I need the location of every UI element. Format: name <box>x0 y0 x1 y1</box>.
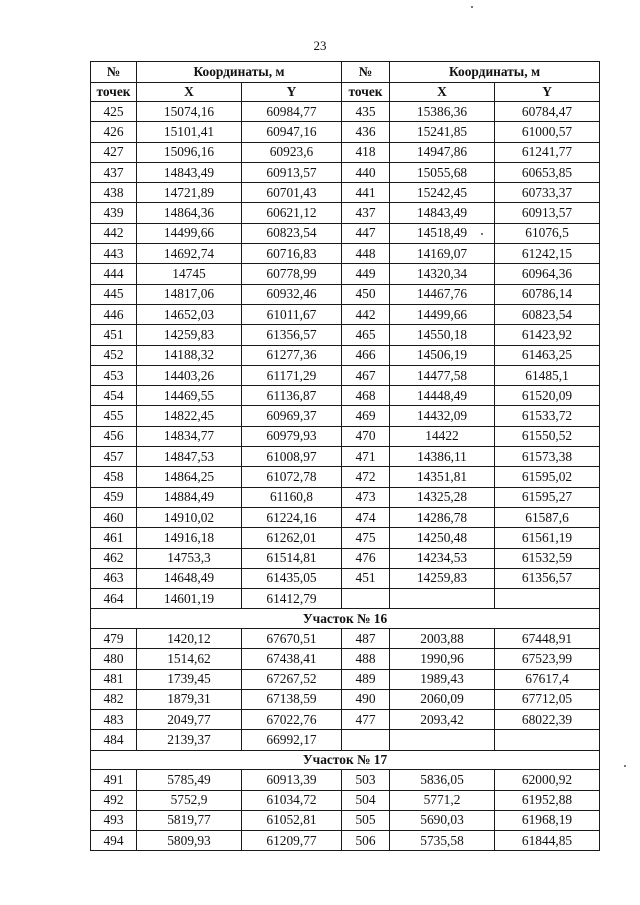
y-coordinate-cell: 67670,51 <box>242 628 342 648</box>
scan-speck <box>481 233 483 235</box>
y-coordinate-cell: 60979,93 <box>242 426 342 446</box>
y-coordinate-cell: 61242,15 <box>495 244 600 264</box>
y-coordinate-cell: 61952,88 <box>495 790 600 810</box>
point-number-cell: 465 <box>342 325 390 345</box>
point-number-cell: 450 <box>342 284 390 304</box>
table-row <box>91 406 600 426</box>
table-row <box>91 467 600 487</box>
table-row <box>91 325 600 345</box>
table-row <box>91 730 600 750</box>
y-coordinate-cell: 61587,6 <box>495 507 600 527</box>
x-coordinate-cell: 14843,49 <box>390 203 495 223</box>
point-number-cell: 488 <box>342 649 390 669</box>
y-coordinate-cell: 61277,36 <box>242 345 342 365</box>
y-coordinate-cell: 61485,1 <box>495 365 600 385</box>
point-number-cell: 454 <box>91 386 137 406</box>
point-number-cell: 445 <box>91 284 137 304</box>
point-number-cell: 480 <box>91 649 137 669</box>
y-coordinate-cell: 61008,97 <box>242 447 342 467</box>
point-number-cell <box>342 730 390 750</box>
y-coordinate-cell: 67267,52 <box>242 669 342 689</box>
table-row <box>91 345 600 365</box>
x-coordinate-cell: 14652,03 <box>137 304 242 324</box>
point-no-header: № <box>342 62 390 83</box>
point-number-cell: 494 <box>91 831 137 851</box>
table-row <box>91 447 600 467</box>
section-row <box>91 609 600 629</box>
point-number-cell: 493 <box>91 810 137 830</box>
y-coordinate-cell: 61011,67 <box>242 304 342 324</box>
y-coordinate-cell: 60778,99 <box>242 264 342 284</box>
point-number-cell: 484 <box>91 730 137 750</box>
table-row <box>91 790 600 810</box>
y-coordinate-cell: 67617,4 <box>495 669 600 689</box>
y-coordinate-cell: 68022,39 <box>495 710 600 730</box>
y-coordinate-cell: 60823,54 <box>495 304 600 324</box>
point-number-cell: 479 <box>91 628 137 648</box>
x-coordinate-cell: 5752,9 <box>137 790 242 810</box>
x-coordinate-cell: 14169,07 <box>390 244 495 264</box>
y-coordinate-cell: 60913,39 <box>242 770 342 790</box>
y-coordinate-cell: 60733,37 <box>495 183 600 203</box>
table-row <box>91 142 600 162</box>
point-number-cell: 504 <box>342 790 390 810</box>
point-number-cell: 426 <box>91 122 137 142</box>
x-coordinate-cell: 14286,78 <box>390 507 495 527</box>
x-header: X <box>390 83 495 102</box>
point-number-cell: 444 <box>91 264 137 284</box>
table-row <box>91 304 600 324</box>
point-number-cell: 437 <box>91 162 137 182</box>
x-coordinate-cell: 14947,86 <box>390 142 495 162</box>
point-number-cell: 467 <box>342 365 390 385</box>
point-number-cell: 487 <box>342 628 390 648</box>
point-no-subheader: точек <box>342 83 390 102</box>
x-coordinate-cell: 14259,83 <box>390 568 495 588</box>
table-row <box>91 162 600 182</box>
y-coordinate-cell: 60947,16 <box>242 122 342 142</box>
point-number-cell: 437 <box>342 203 390 223</box>
point-number-cell: 457 <box>91 447 137 467</box>
y-coordinate-cell: 61072,78 <box>242 467 342 487</box>
y-coordinate-cell: 67438,41 <box>242 649 342 669</box>
x-coordinate-cell: 14721,89 <box>137 183 242 203</box>
x-coordinate-cell: 14648,49 <box>137 568 242 588</box>
x-coordinate-cell: 15386,36 <box>390 102 495 122</box>
section-title: Участок № 17 <box>91 750 600 770</box>
y-coordinate-cell: 61844,85 <box>495 831 600 851</box>
y-coordinate-cell: 60969,37 <box>242 406 342 426</box>
table-row <box>91 507 600 527</box>
x-coordinate-cell: 15241,85 <box>390 122 495 142</box>
x-coordinate-cell: 14320,34 <box>390 264 495 284</box>
y-coordinate-cell: 60823,54 <box>242 223 342 243</box>
table-row <box>91 628 600 648</box>
point-number-cell: 505 <box>342 810 390 830</box>
x-coordinate-cell: 15242,45 <box>390 183 495 203</box>
y-coordinate-cell: 61000,57 <box>495 122 600 142</box>
y-coordinate-cell: 67138,59 <box>242 689 342 709</box>
x-coordinate-cell: 14753,3 <box>137 548 242 568</box>
point-number-cell: 443 <box>91 244 137 264</box>
point-number-cell: 452 <box>91 345 137 365</box>
point-number-cell: 474 <box>342 507 390 527</box>
y-coordinate-cell: 67712,05 <box>495 689 600 709</box>
x-coordinate-cell: 2060,09 <box>390 689 495 709</box>
y-coordinate-cell: 61533,72 <box>495 406 600 426</box>
x-coordinate-cell: 14403,26 <box>137 365 242 385</box>
y-header: Y <box>495 83 600 102</box>
point-number-cell: 451 <box>342 568 390 588</box>
y-coordinate-cell: 61209,77 <box>242 831 342 851</box>
x-coordinate-cell: 1739,45 <box>137 669 242 689</box>
x-coordinate-cell: 15074,16 <box>137 102 242 122</box>
table-row <box>91 710 600 730</box>
point-number-cell: 439 <box>91 203 137 223</box>
point-number-cell: 492 <box>91 790 137 810</box>
point-number-cell: 435 <box>342 102 390 122</box>
table-row <box>91 669 600 689</box>
x-coordinate-cell: 15055,68 <box>390 162 495 182</box>
y-coordinate-cell: 60786,14 <box>495 284 600 304</box>
scan-speck <box>471 6 473 8</box>
x-coordinate-cell <box>390 589 495 609</box>
coordinates-header: Координаты, м <box>137 62 342 83</box>
x-coordinate-cell: 14864,25 <box>137 467 242 487</box>
point-number-cell: 436 <box>342 122 390 142</box>
x-coordinate-cell: 14745 <box>137 264 242 284</box>
x-header: X <box>137 83 242 102</box>
point-number-cell: 481 <box>91 669 137 689</box>
point-number-cell: 483 <box>91 710 137 730</box>
y-coordinate-cell <box>495 589 600 609</box>
point-number-cell: 447 <box>342 223 390 243</box>
y-coordinate-cell: 61160,8 <box>242 487 342 507</box>
x-coordinate-cell: 14469,55 <box>137 386 242 406</box>
point-number-cell: 458 <box>91 467 137 487</box>
y-coordinate-cell: 61595,27 <box>495 487 600 507</box>
y-coordinate-cell: 67523,99 <box>495 649 600 669</box>
y-coordinate-cell: 61532,59 <box>495 548 600 568</box>
table-row <box>91 365 600 385</box>
y-coordinate-cell: 61136,87 <box>242 386 342 406</box>
y-coordinate-cell: 61595,02 <box>495 467 600 487</box>
section-title: Участок № 16 <box>91 609 600 629</box>
y-coordinate-cell: 60932,46 <box>242 284 342 304</box>
x-coordinate-cell: 15096,16 <box>137 142 242 162</box>
point-number-cell: 472 <box>342 467 390 487</box>
y-coordinate-cell: 60913,57 <box>242 162 342 182</box>
coordinates-table <box>90 61 600 851</box>
y-coordinate-cell: 67448,91 <box>495 628 600 648</box>
x-coordinate-cell: 5735,58 <box>390 831 495 851</box>
x-coordinate-cell: 5819,77 <box>137 810 242 830</box>
y-coordinate-cell: 61224,16 <box>242 507 342 527</box>
point-number-cell: 425 <box>91 102 137 122</box>
x-coordinate-cell: 5785,49 <box>137 770 242 790</box>
y-coordinate-cell: 60984,77 <box>242 102 342 122</box>
x-coordinate-cell: 14250,48 <box>390 528 495 548</box>
y-coordinate-cell: 61412,79 <box>242 589 342 609</box>
x-coordinate-cell: 14817,06 <box>137 284 242 304</box>
y-coordinate-cell: 60716,83 <box>242 244 342 264</box>
point-number-cell: 446 <box>91 304 137 324</box>
x-coordinate-cell: 14916,18 <box>137 528 242 548</box>
table-row <box>91 487 600 507</box>
y-coordinate-cell: 60621,12 <box>242 203 342 223</box>
x-coordinate-cell <box>390 730 495 750</box>
page-number: 23 <box>313 38 327 53</box>
point-number-cell: 469 <box>342 406 390 426</box>
coordinates-header: Координаты, м <box>390 62 600 83</box>
y-coordinate-cell: 60784,47 <box>495 102 600 122</box>
table-row <box>91 122 600 142</box>
point-number-cell: 449 <box>342 264 390 284</box>
point-number-cell: 475 <box>342 528 390 548</box>
x-coordinate-cell: 2049,77 <box>137 710 242 730</box>
point-number-cell: 460 <box>91 507 137 527</box>
y-coordinate-cell <box>495 730 600 750</box>
y-coordinate-cell: 60913,57 <box>495 203 600 223</box>
y-coordinate-cell: 60923,6 <box>242 142 342 162</box>
point-number-cell: 473 <box>342 487 390 507</box>
point-number-cell: 489 <box>342 669 390 689</box>
y-coordinate-cell: 60653,85 <box>495 162 600 182</box>
x-coordinate-cell: 14843,49 <box>137 162 242 182</box>
x-coordinate-cell: 14325,28 <box>390 487 495 507</box>
x-coordinate-cell: 14601,19 <box>137 589 242 609</box>
x-coordinate-cell: 5690,03 <box>390 810 495 830</box>
table-row <box>91 689 600 709</box>
y-coordinate-cell: 62000,92 <box>495 770 600 790</box>
point-number-cell: 462 <box>91 548 137 568</box>
table-row <box>91 589 600 609</box>
x-coordinate-cell: 5809,93 <box>137 831 242 851</box>
x-coordinate-cell: 14834,77 <box>137 426 242 446</box>
x-coordinate-cell: 14884,49 <box>137 487 242 507</box>
point-number-cell: 451 <box>91 325 137 345</box>
x-coordinate-cell: 1879,31 <box>137 689 242 709</box>
table-row <box>91 284 600 304</box>
y-coordinate-cell: 61262,01 <box>242 528 342 548</box>
point-number-cell: 418 <box>342 142 390 162</box>
x-coordinate-cell: 14188,32 <box>137 345 242 365</box>
y-coordinate-cell: 61356,57 <box>495 568 600 588</box>
y-coordinate-cell: 60701,43 <box>242 183 342 203</box>
point-number-cell: 442 <box>91 223 137 243</box>
x-coordinate-cell: 14499,66 <box>137 223 242 243</box>
x-coordinate-cell: 1514,62 <box>137 649 242 669</box>
point-number-cell: 441 <box>342 183 390 203</box>
table-row <box>91 183 600 203</box>
y-coordinate-cell: 61171,29 <box>242 365 342 385</box>
x-coordinate-cell: 14692,74 <box>137 244 242 264</box>
y-coordinate-cell: 60964,36 <box>495 264 600 284</box>
x-coordinate-cell: 15101,41 <box>137 122 242 142</box>
point-number-cell: 442 <box>342 304 390 324</box>
point-number-cell <box>342 589 390 609</box>
y-coordinate-cell: 61034,72 <box>242 790 342 810</box>
point-number-cell: 456 <box>91 426 137 446</box>
x-coordinate-cell: 14910,02 <box>137 507 242 527</box>
x-coordinate-cell: 14506,19 <box>390 345 495 365</box>
scan-speck <box>624 765 626 767</box>
y-header: Y <box>242 83 342 102</box>
y-coordinate-cell: 61356,57 <box>242 325 342 345</box>
y-coordinate-cell: 61968,19 <box>495 810 600 830</box>
table-row <box>91 386 600 406</box>
x-coordinate-cell: 14386,11 <box>390 447 495 467</box>
x-coordinate-cell: 14259,83 <box>137 325 242 345</box>
y-coordinate-cell: 66992,17 <box>242 730 342 750</box>
x-coordinate-cell: 14432,09 <box>390 406 495 426</box>
point-no-header: № <box>91 62 137 83</box>
x-coordinate-cell: 1990,96 <box>390 649 495 669</box>
table-row <box>91 223 600 243</box>
y-coordinate-cell: 67022,76 <box>242 710 342 730</box>
table-row <box>91 810 600 830</box>
point-number-cell: 464 <box>91 589 137 609</box>
table-row <box>91 244 600 264</box>
x-coordinate-cell: 14467,76 <box>390 284 495 304</box>
y-coordinate-cell: 61573,38 <box>495 447 600 467</box>
point-no-subheader: точек <box>91 83 137 102</box>
table-row <box>91 264 600 284</box>
y-coordinate-cell: 61435,05 <box>242 568 342 588</box>
table-row <box>91 831 600 851</box>
table-row <box>91 426 600 446</box>
point-number-cell: 482 <box>91 689 137 709</box>
point-number-cell: 468 <box>342 386 390 406</box>
table-row <box>91 102 600 122</box>
x-coordinate-cell: 14477,58 <box>390 365 495 385</box>
point-number-cell: 453 <box>91 365 137 385</box>
point-number-cell: 427 <box>91 142 137 162</box>
point-number-cell: 503 <box>342 770 390 790</box>
y-coordinate-cell: 61550,52 <box>495 426 600 446</box>
point-number-cell: 476 <box>342 548 390 568</box>
x-coordinate-cell: 2139,37 <box>137 730 242 750</box>
x-coordinate-cell: 14864,36 <box>137 203 242 223</box>
x-coordinate-cell: 14847,53 <box>137 447 242 467</box>
x-coordinate-cell: 14499,66 <box>390 304 495 324</box>
point-number-cell: 477 <box>342 710 390 730</box>
x-coordinate-cell: 14550,18 <box>390 325 495 345</box>
table-row <box>91 528 600 548</box>
y-coordinate-cell: 61463,25 <box>495 345 600 365</box>
x-coordinate-cell: 14351,81 <box>390 467 495 487</box>
point-number-cell: 506 <box>342 831 390 851</box>
y-coordinate-cell: 61076,5 <box>495 223 600 243</box>
point-number-cell: 438 <box>91 183 137 203</box>
table-row <box>91 770 600 790</box>
x-coordinate-cell: 5836,05 <box>390 770 495 790</box>
section-row <box>91 750 600 770</box>
point-number-cell: 471 <box>342 447 390 467</box>
point-number-cell: 470 <box>342 426 390 446</box>
point-number-cell: 440 <box>342 162 390 182</box>
table-row <box>91 568 600 588</box>
table-row <box>91 649 600 669</box>
x-coordinate-cell: 14822,45 <box>137 406 242 426</box>
table-body <box>91 102 600 851</box>
point-number-cell: 463 <box>91 568 137 588</box>
x-coordinate-cell: 1420,12 <box>137 628 242 648</box>
x-coordinate-cell: 1989,43 <box>390 669 495 689</box>
point-number-cell: 466 <box>342 345 390 365</box>
point-number-cell: 491 <box>91 770 137 790</box>
x-coordinate-cell: 2093,42 <box>390 710 495 730</box>
point-number-cell: 459 <box>91 487 137 507</box>
x-coordinate-cell: 5771,2 <box>390 790 495 810</box>
table-row <box>91 548 600 568</box>
point-number-cell: 490 <box>342 689 390 709</box>
y-coordinate-cell: 61052,81 <box>242 810 342 830</box>
x-coordinate-cell: 14234,53 <box>390 548 495 568</box>
x-coordinate-cell: 14448,49 <box>390 386 495 406</box>
point-number-cell: 461 <box>91 528 137 548</box>
y-coordinate-cell: 61561,19 <box>495 528 600 548</box>
y-coordinate-cell: 61241,77 <box>495 142 600 162</box>
x-coordinate-cell: 14422 <box>390 426 495 446</box>
x-coordinate-cell: 14518,49 <box>390 223 495 243</box>
point-number-cell: 448 <box>342 244 390 264</box>
y-coordinate-cell: 61423,92 <box>495 325 600 345</box>
table-row <box>91 203 600 223</box>
x-coordinate-cell: 2003,88 <box>390 628 495 648</box>
y-coordinate-cell: 61514,81 <box>242 548 342 568</box>
y-coordinate-cell: 61520,09 <box>495 386 600 406</box>
point-number-cell: 455 <box>91 406 137 426</box>
